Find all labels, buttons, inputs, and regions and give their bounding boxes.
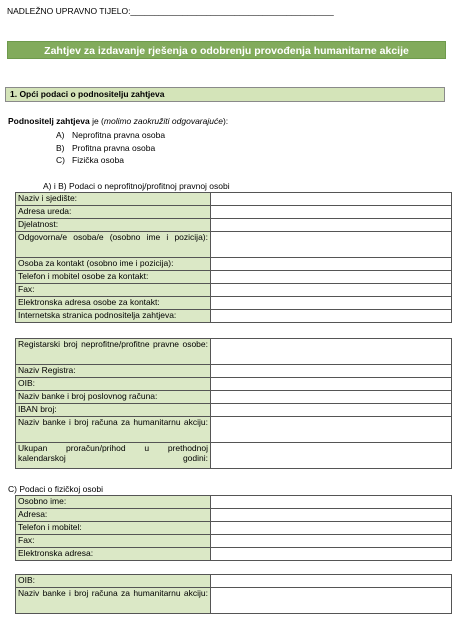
row-input[interactable] (211, 575, 452, 588)
intro-end: ): (222, 116, 229, 126)
row-label: Ukupan proračun/prihod u prethodnoj kalendarskoj godini: (16, 443, 211, 469)
table-row (16, 575, 452, 588)
table-row (16, 339, 452, 365)
applicant-intro (8, 116, 228, 126)
table-row (16, 548, 452, 561)
row-input[interactable] (211, 391, 452, 404)
row-input[interactable] (211, 219, 452, 232)
row-label: Osobno ime: (16, 496, 211, 509)
row-input[interactable] (211, 284, 452, 297)
row-input[interactable] (211, 417, 452, 443)
option-label: Fizička osoba (72, 155, 124, 165)
option-label: Neprofitna pravna osoba (72, 130, 166, 140)
row-label: OIB: (16, 378, 211, 391)
authority-line: NADLEŽNO UPRAVNO TIJELO:___________________________________________ (7, 6, 334, 16)
table-natural-person (15, 495, 452, 561)
section-title: 1. Opći podaci o podnositelju zahtjeva (5, 87, 445, 102)
option-letter: B) (56, 143, 65, 153)
table-row (16, 232, 452, 258)
row-label: Internetska stranica podnositelja zahtjeva: (16, 310, 211, 323)
table-row (16, 404, 452, 417)
subheading-ab: A) i B) Podaci o neprofitnoj/profitnoj pravnoj osobi (43, 181, 230, 191)
table-row (16, 378, 452, 391)
option-label: Profitna pravna osoba (72, 143, 156, 153)
row-label: Registarski broj neprofitne/profitne pravne osobe: (16, 339, 211, 365)
row-label: Fax: (16, 284, 211, 297)
row-label: Fax: (16, 535, 211, 548)
row-label: Elektronska adresa: (16, 548, 211, 561)
row-label: Naziv Registra: (16, 365, 211, 378)
intro-italic: molimo zaokružiti odgovarajuće (103, 116, 223, 126)
table-registration (15, 338, 452, 469)
row-input[interactable] (211, 258, 452, 271)
form-title: Zahtjev za izdavanje rješenja o odobrenju provođenja humanitarne akcije (7, 41, 446, 59)
table-row (16, 588, 452, 614)
intro-bold: Podnositelj zahtjeva (8, 116, 90, 126)
row-label: Naziv i sjedište: (16, 193, 211, 206)
option-letter: C) (56, 155, 65, 165)
row-input[interactable] (211, 548, 452, 561)
row-input[interactable] (211, 404, 452, 417)
table-row (16, 258, 452, 271)
row-input[interactable] (211, 588, 452, 614)
row-label: Naziv banke i broj računa za humanitarnu akciju: (16, 588, 211, 614)
table-row (16, 193, 452, 206)
row-label: Naziv banke i broj poslovnog računa: (16, 391, 211, 404)
table-row (16, 297, 452, 310)
row-input[interactable] (211, 522, 452, 535)
row-input[interactable] (211, 496, 452, 509)
row-label: OIB: (16, 575, 211, 588)
table-row (16, 271, 452, 284)
row-label: Odgovorna/e osoba/e (osobno ime i pozicija): (16, 232, 211, 258)
option-c[interactable] (56, 155, 124, 165)
table-row (16, 522, 452, 535)
row-input[interactable] (211, 378, 452, 391)
table-natural-person-bank (15, 574, 452, 614)
option-letter: A) (56, 130, 65, 140)
table-row (16, 206, 452, 219)
row-input[interactable] (211, 232, 452, 258)
table-row (16, 509, 452, 522)
table-row (16, 535, 452, 548)
table-row (16, 219, 452, 232)
row-label: IBAN broj: (16, 404, 211, 417)
row-label: Naziv banke i broj računa za humanitarnu akciju: (16, 417, 211, 443)
table-legal-person (15, 192, 452, 323)
table-row (16, 443, 452, 469)
row-input[interactable] (211, 310, 452, 323)
table-row (16, 284, 452, 297)
table-row (16, 496, 452, 509)
table-row (16, 391, 452, 404)
option-a[interactable] (56, 130, 165, 140)
row-input[interactable] (211, 339, 452, 365)
row-label: Osoba za kontakt (osobno ime i pozicija): (16, 258, 211, 271)
table-row (16, 365, 452, 378)
subheading-c: C) Podaci o fizičkoj osobi (8, 484, 103, 494)
row-input[interactable] (211, 206, 452, 219)
row-label: Djelatnost: (16, 219, 211, 232)
intro-text: je ( (89, 116, 104, 126)
row-input[interactable] (211, 297, 452, 310)
row-input[interactable] (211, 509, 452, 522)
row-label: Telefon i mobitel: (16, 522, 211, 535)
row-input[interactable] (211, 535, 452, 548)
row-input[interactable] (211, 271, 452, 284)
table-row (16, 417, 452, 443)
row-label: Telefon i mobitel osobe za kontakt: (16, 271, 211, 284)
table-row (16, 310, 452, 323)
row-input[interactable] (211, 365, 452, 378)
row-label: Adresa ureda: (16, 206, 211, 219)
row-input[interactable] (211, 193, 452, 206)
option-b[interactable] (56, 143, 155, 153)
row-input[interactable] (211, 443, 452, 469)
row-label: Elektronska adresa osobe za kontakt: (16, 297, 211, 310)
row-label: Adresa: (16, 509, 211, 522)
